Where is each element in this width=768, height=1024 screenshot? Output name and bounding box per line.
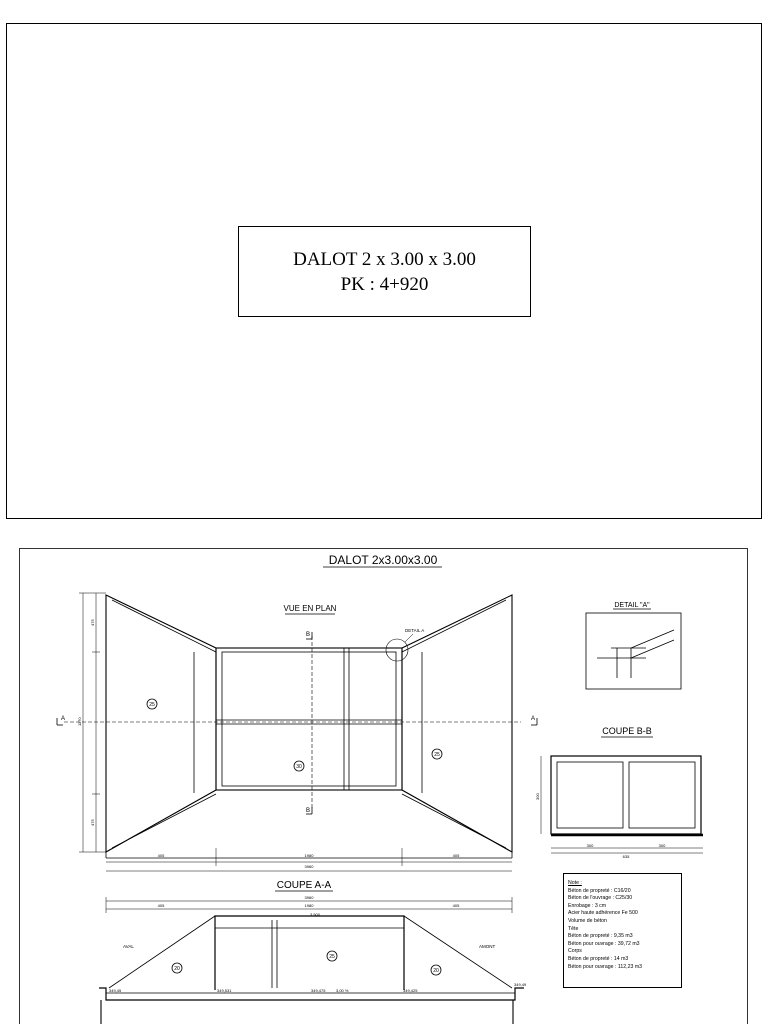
zone-label-wing-right: 25 [434,752,440,758]
title-cartouche [238,226,531,317]
plan-dim-center: 1980 [304,853,314,858]
zone-label-wing-left: 25 [149,702,155,708]
detail-callout-label: DETAIL A [405,628,425,633]
bb-dim-height: 300 [535,793,540,800]
aa-zone-left: 20 [174,966,180,972]
aa-label-aval: AVAL [123,944,134,949]
aa-label-amont: AMONT [479,944,496,949]
section-bb-title: COUPE B-B [602,726,652,736]
note-line: Note : [568,880,582,886]
svg-text:B: B [306,632,311,638]
note-line: Acier haute adhérence Fe 500 [568,910,638,917]
plan-dim-left: 405 [157,853,165,858]
note-line: Corps [568,948,582,955]
aa-slope: 3,00 % [336,988,349,993]
aa-box [215,916,404,990]
bb-dim-total: 635 [622,854,630,859]
plan-wing-right [402,595,512,852]
aa-level-3: 349,475 [311,988,326,993]
cover-title: DALOT 2 x 3.00 x 3.00 [293,248,476,270]
detail-frame [586,613,681,689]
plan-view [57,593,537,871]
aa-dim-total: 3960 [304,895,314,900]
section-marker-b-bottom [306,807,312,814]
detail-callout-circle [386,639,408,661]
aa-level-top: 3,500 [310,912,321,917]
note-line: Béton de l'ouvrage : C25/30 [568,895,633,902]
svg-text:A: A [61,716,66,722]
note-line: Volume de béton [568,917,607,924]
aa-slope-left [109,916,215,988]
note-line: Enrobage : 3 cm [568,902,607,909]
plan-wing-left [106,595,216,852]
aa-slope-right [404,916,512,988]
note-line: Béton de propreté : 14 m3 [568,955,629,962]
svg-text:B: B [306,808,311,814]
note-line: Béton de propreté : C16/20 [568,887,631,894]
plan-dim-height: 1170 [77,717,82,726]
aa-dim-right: 405 [452,903,460,908]
plan-dim-seg-top: 475 [90,619,95,626]
plan-body [216,648,402,790]
section-marker-b-top [306,632,312,639]
aa-level-5: 349,49 [514,982,527,987]
aa-dim-center: 1980 [304,903,314,908]
plan-dim-total: 3960 [304,864,314,869]
section-marker-a-left [57,716,65,725]
aa-level-1: 349,45 [109,988,122,993]
aa-zone-mid: 25 [329,954,335,960]
cover-subtitle: PK : 4+920 [340,273,429,295]
zone-label-body: 30 [296,764,302,770]
aa-level-4: 349,425 [403,988,418,993]
note-line: Béton pour ouvrage : 112,23 m3 [568,963,643,970]
aa-dim-left: 405 [157,903,165,908]
aa-zone-right: 20 [433,968,439,974]
sheet-title: DALOT 2x3.00x3.00 [328,553,438,567]
notes-box [563,873,682,988]
note-line: Tête [568,925,579,932]
bb-dim-w2: 300 [658,843,666,848]
section-marker-a-right [531,716,537,725]
plan-dim-seg-bot: 475 [90,819,95,826]
section-aa [99,880,527,1024]
section-bb [535,726,703,859]
bb-outline [551,756,701,834]
note-line: Béton de propreté : 9,35 m3 [568,933,633,940]
detail-title: DETAIL "A" [614,602,650,609]
aa-level-2: 349,531 [217,988,232,993]
detail-a [586,602,681,689]
plan-title: VUE EN PLAN [283,604,337,613]
svg-text:A: A [531,716,536,722]
bb-dim-w1: 300 [586,843,594,848]
section-aa-title: COUPE A-A [276,880,332,891]
note-line: Béton pour ouvrage : 39,72 m3 [568,940,640,947]
plan-dim-right: 405 [452,853,460,858]
